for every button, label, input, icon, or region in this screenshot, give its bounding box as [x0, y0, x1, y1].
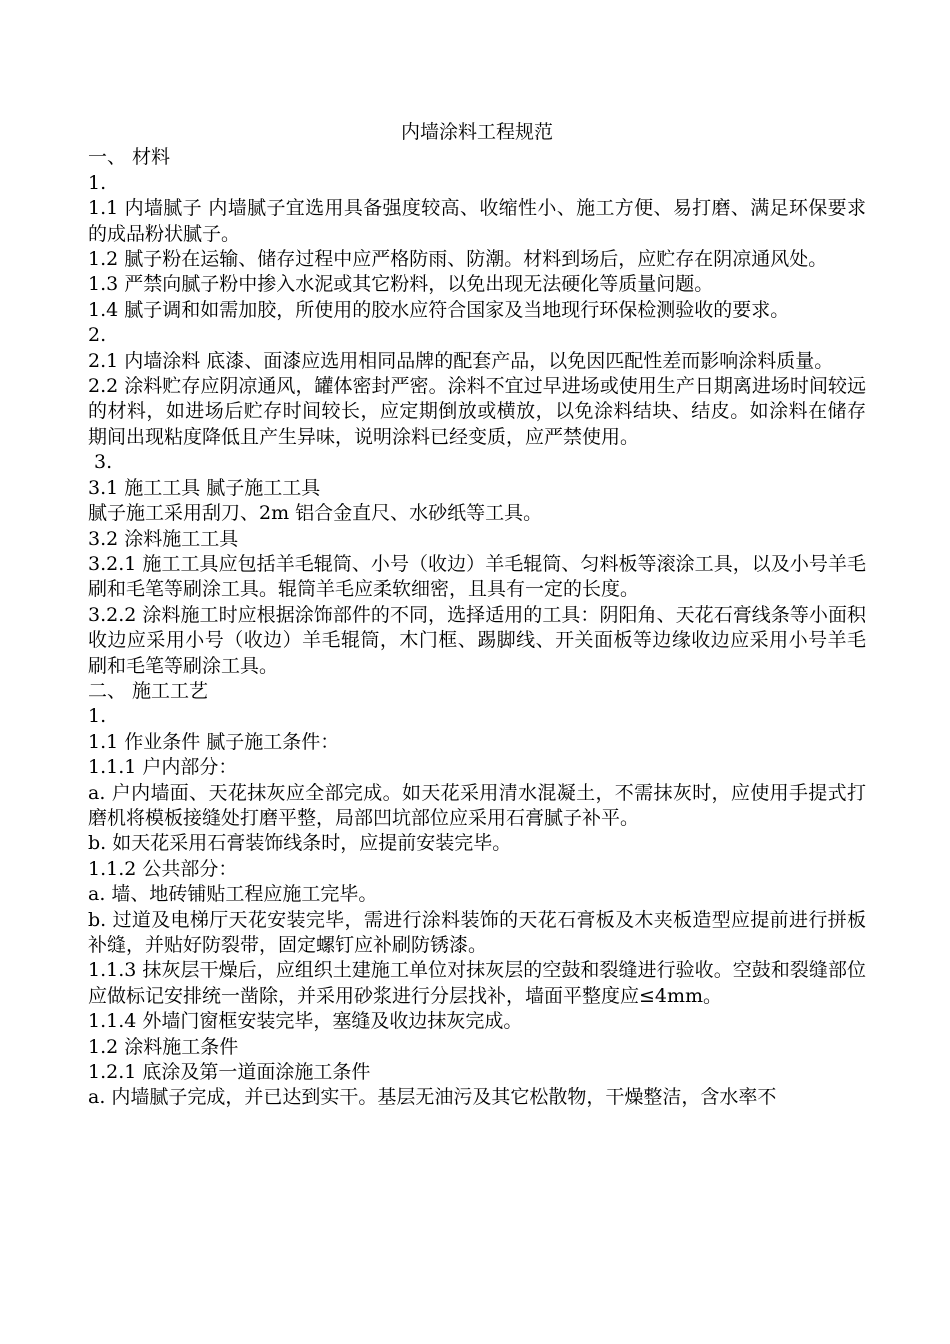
paragraph: 1.2 涂料施工条件 — [88, 1035, 239, 1058]
paragraph: 2. — [88, 324, 107, 347]
paragraph: 1.2.1 底涂及第一道面涂施工条件 — [88, 1061, 371, 1084]
document-page — [88, 120, 866, 1111]
paragraph: 1.1.1 户内部分： — [88, 756, 238, 779]
paragraph: 1.1 内墙腻子 内墙腻子宜选用具备强度较高、收缩性小、施工方便、易打磨、满足环保要求的成品粉状腻子。 — [88, 197, 866, 245]
paragraph: 3.2.1 施工工具应包括羊毛辊筒、小号（收边）羊毛辊筒、匀料板等滚涂工具，以及小号羊毛刷和毛笔等刷涂工具。辊筒羊毛应柔软细密，且具有一定的长度。 — [88, 552, 866, 601]
paragraph: 1.1.3 抹灰层干燥后，应组织土建施工单位对抹灰层的空鼓和裂缝进行验收。空鼓和裂缝部位应做标记安排统一凿除，并采用砂浆进行分层找补，墙面平整度应≤4mm。 — [88, 959, 866, 1007]
paragraph: 1.1 作业条件 腻子施工条件： — [88, 730, 340, 753]
paragraph: 1.4 腻子调和如需加胶，所使用的胶水应符合国家及当地现行环保检测验收的要求。 — [88, 298, 790, 321]
paragraph: 3.1 施工工具 腻子施工工具 — [88, 476, 321, 499]
paragraph: 1. — [88, 171, 107, 194]
paragraph: a. 墙、地砖铺贴工程应施工完毕。 — [88, 883, 378, 906]
paragraph: a. 户内墙面、天花抹灰应全部完成。如天花采用清水混凝土，不需抹灰时，应使用手提式打磨机将模板接缝处打磨平整，局部凹坑部位应采用石膏腻子补平。 — [88, 781, 866, 829]
paragraph: 1.3 严禁向腻子粉中掺入水泥或其它粉料，以免出现无法硬化等质量问题。 — [88, 273, 714, 296]
document-body — [88, 145, 866, 1110]
paragraph: 2.2 涂料贮存应阴凉通风，罐体密封严密。涂料不宜过早进场或使用生产日期离进场时间较远的材料，如进场后贮存时间较长，应定期倒放或横放，以免涂料结块、结皮。如涂料在储存期间出现粘度降低且产生异味，说明涂料已经变质，应严禁使用。 — [88, 375, 866, 448]
paragraph: 腻子施工采用刮刀、2m 铝合金直尺、水砂纸等工具。 — [88, 502, 543, 525]
paragraph: a. 内墙腻子完成，并已达到实干。基层无油污及其它松散物，干燥整洁，含水率不 — [88, 1086, 777, 1109]
paragraph: 3. — [88, 451, 113, 474]
paragraph: 1. — [88, 705, 107, 728]
paragraph: 1.1.4 外墙门窗框安装完毕，塞缝及收边抹灰完成。 — [88, 1010, 523, 1033]
paragraph: 2.1 内墙涂料 底漆、面漆应选用相同品牌的配套产品，以免因匹配性差而影响涂料质量。 — [88, 349, 834, 372]
paragraph: b. 如天花采用石膏装饰线条时，应提前安装完毕。 — [88, 832, 512, 855]
section-heading-materials: 一、 材料 — [88, 146, 171, 169]
paragraph: 3.2.2 涂料施工时应根据涂饰部件的不同，选择适用的工具：阴阳角、天花石膏线条等小面积收边应采用小号（收边）羊毛辊筒，木门框、踢脚线、开关面板等边缘收边应采用小号羊毛刷和毛笔等刷涂工具。 — [88, 603, 866, 677]
section-heading-process: 二、 施工工艺 — [88, 679, 209, 702]
paragraph: 3.2 涂料施工工具 — [88, 527, 239, 550]
paragraph: 1.2 腻子粉在运输、储存过程中应严格防雨、防潮。材料到场后，应贮存在阴凉通风处。 — [88, 248, 828, 271]
document-title: 内墙涂料工程规范 — [400, 121, 553, 143]
paragraph: b. 过道及电梯厅天花安装完毕，需进行涂料装饰的天花石膏板及木夹板造型应提前进行拼板补缝，并贴好防裂带，固定螺钉应补刷防锈漆。 — [88, 908, 866, 956]
paragraph: 1.1.2 公共部分： — [88, 857, 238, 880]
